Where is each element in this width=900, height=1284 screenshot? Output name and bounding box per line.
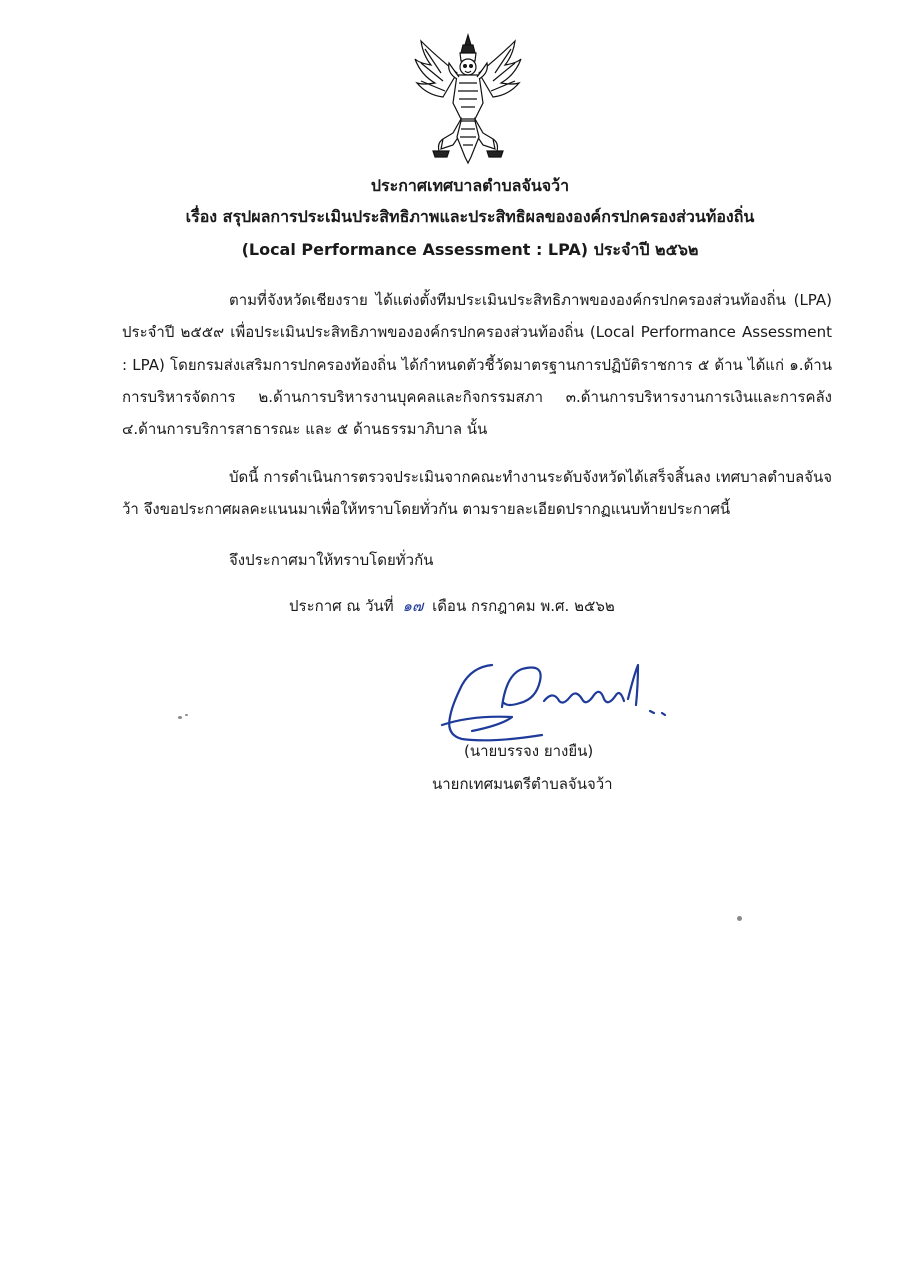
- announcement-closing: จึงประกาศมาให้ทราบโดยทั่วกัน: [229, 551, 434, 569]
- scan-speck: [178, 716, 182, 719]
- announcement-date: [289, 596, 615, 616]
- date-prefix: ประกาศ ณ วันที่: [289, 597, 394, 615]
- garuda-emblem-icon: [413, 33, 523, 165]
- body-paragraph-1: ตามที่จังหวัดเชียงราย ได้แต่งตั้งทีมประเมินประสิทธิภาพขององค์กรปกครองส่วนท้องถิ่น (LPA) ประจำปี ๒๕๕๙ เพื่อประเมินประสิทธิภาพขององค์กรปกครองส่วนท้องถิ่น (Local Performance Assessment : LPA) โดยกรมส่งเสริมการปกครองท้องถิ่น ได้กำหนดตัวชี้วัดมาตรฐานการปฏิบัติราชการ ๕ ด้าน ได้แก่ ๑.ด้านการบริหารจัดการ ๒.ด้านการบริหารงานบุคคลและกิจกรรมสภา ๓.ด้านการบริหารงานการเงินและการคลัง ๔.ด้านการบริการสาธารณะ และ ๕ ด้านธรรมาภิบาล นั้น: [122, 291, 832, 439]
- signer-title: นายกเทศมนตรีตำบลจันจว้า: [432, 775, 613, 793]
- date-month-year: เดือน กรกฎาคม พ.ศ. ๒๕๖๒: [432, 597, 615, 615]
- scan-speck: [737, 916, 742, 921]
- body-paragraph-2: บัดนี้ การดำเนินการตรวจประเมินจากคณะทำงานระดับจังหวัดได้เสร็จสิ้นลง เทศบาลตำบลจันจว้า จึงขอประกาศผลคะแนนมาเพื่อให้ทราบโดยทั่วกัน ตามรายละเอียดปรากฏแนบท้ายประกาศนี้: [122, 468, 832, 519]
- signer-name: (นายบรรจง ยางยืน): [464, 742, 594, 760]
- date-day: ๑๗: [402, 597, 424, 615]
- handwritten-signature: [432, 655, 672, 745]
- scan-speck: [185, 714, 188, 716]
- announcement-subject: เรื่อง สรุปผลการประเมินประสิทธิภาพและประสิทธิผลขององค์กรปกครองส่วนท้องถิ่น: [185, 207, 755, 226]
- announcement-title: ประกาศเทศบาลตำบลจันจว้า: [370, 176, 570, 195]
- announcement-subject-line2: (Local Performance Assessment : LPA) ประจำปี ๒๕๖๒: [241, 240, 699, 259]
